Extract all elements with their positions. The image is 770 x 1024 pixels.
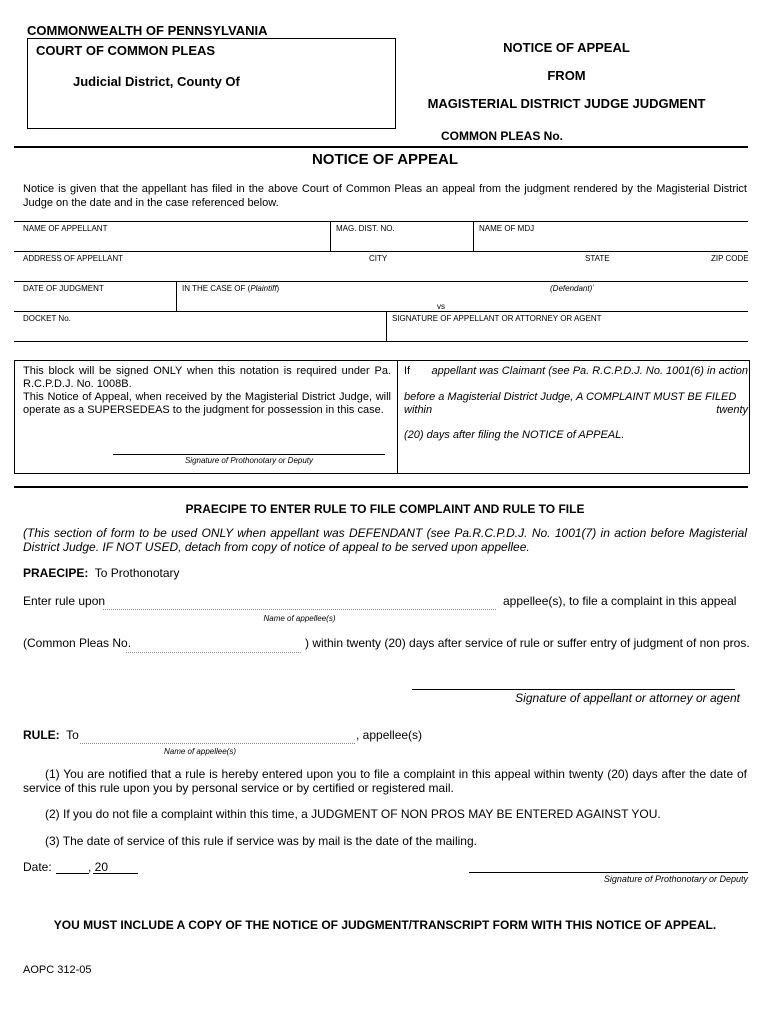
praecipe-note: (This section of form to be used ONLY when appellant was DEFENDANT (see Pa.R.C.P.D.J. No. 1001(7) in action before Magisterial District Judge. IF NOT USED, detach from copy of notice of appeal to be served upon appellee. [23, 526, 747, 554]
rule-appellees-text: , appellee(s) [356, 728, 423, 742]
appellee-name-caption: Name of appellee(s) [263, 614, 336, 623]
vs-label: vs [437, 302, 445, 311]
city-label: CITY [369, 254, 388, 263]
mag-dist-no-field[interactable] [331, 222, 472, 251]
praecipe-to-prothonotary: To Prothonotary [94, 566, 180, 580]
footer-warning: YOU MUST INCLUDE A COPY OF THE NOTICE OF JUDGMENT/TRANSCRIPT FORM WITH THIS NOTICE OF APPEAL. [53, 918, 717, 932]
zip-code-label: ZIP CODE [711, 254, 749, 263]
within-twenty-text: ) within twenty (20) days after service of rule or suffer entry of judgment of non pros. [305, 636, 750, 650]
main-title: NOTICE OF APPEAL [311, 151, 459, 168]
supersedeas-block [14, 360, 750, 474]
cp-no-label: (Common Pleas No. [23, 636, 132, 650]
docket-no-label: DOCKET No. [23, 314, 71, 323]
defendant-label: (Defendant)` [550, 284, 595, 293]
common-pleas-no-label: COMMON PLEAS No. [441, 129, 563, 143]
prothonotary-signature-caption: Signature of Prothonotary or Deputy [603, 874, 748, 884]
notice-of-appeal-heading: NOTICE OF APPEAL [503, 40, 630, 55]
signature-appellant-label: SIGNATURE OF APPELLANT OR ATTORNEY OR AGENT [392, 314, 602, 323]
plaintiff-text: Plaintiff [250, 284, 277, 293]
praecipe-line [23, 566, 180, 580]
mdj-judgment-heading: MAGISTERIAL DISTRICT JUDGE JUDGMENT [427, 96, 706, 111]
judicial-district: Judicial District, County Of [73, 74, 240, 89]
rule-item-3: (3) The date of service of this rule if service was by mail is the date of the mailing. [45, 834, 477, 848]
name-of-mdj-field[interactable] [474, 222, 748, 251]
state-label: STATE [585, 254, 610, 263]
intro-text: Notice is given that the appellant has filed in the above Court of Common Pleas an appeal from the judgment rendered by the Magisterial District Judge on the date and in the case referenced below. [23, 183, 747, 209]
address-field[interactable] [14, 252, 748, 281]
prothonotary-signature-line-2[interactable] [469, 872, 748, 873]
mag-dist-no-label: MAG. DIST. NO. [336, 224, 395, 233]
court-name: COURT OF COMMON PLEAS [36, 43, 216, 58]
block-right-twenty: twenty [716, 404, 748, 416]
praecipe-label: PRAECIPE: [23, 566, 89, 580]
block-left-sig-caption: Signature of Prothonotary or Deputy [184, 456, 314, 465]
rule-item-2: (2) If you do not file a complaint within this time, a JUDGMENT OF NON PROS MAY BE ENTERED AGAINST YOU. [45, 807, 661, 821]
enter-rule-label: Enter rule upon [23, 594, 106, 608]
appellant-signature-line[interactable] [412, 689, 735, 690]
name-of-appellant-field[interactable] [14, 222, 329, 251]
form-number: AOPC 312-05 [23, 964, 92, 976]
date-of-judgment-label: DATE OF JUDGMENT [23, 284, 104, 293]
court-box [27, 38, 396, 129]
appellee-name-input[interactable] [103, 609, 496, 610]
address-label: ADDRESS OF APPELLANT [23, 254, 124, 263]
signature-appellant-field[interactable] [387, 312, 748, 341]
date-day-input[interactable] [56, 873, 89, 874]
commonwealth-heading: COMMONWEALTH OF PENNSYLVANIA [27, 23, 268, 38]
date-year-prefix: , 20 [88, 860, 109, 874]
block-left-text1: This block will be signed ONLY when this notation is required under Pa. R.C.P.D.J. No. 1008B. [23, 365, 391, 390]
block-right-line1 [404, 365, 748, 377]
close-paren: ) [276, 284, 280, 293]
rule-label: RULE: [23, 728, 60, 742]
block-right-if: If [404, 365, 411, 377]
docket-no-field[interactable] [14, 312, 385, 341]
from-heading: FROM [547, 68, 586, 83]
block-right-line4: (20) days after filing the NOTICE of APPEAL. [404, 429, 625, 441]
rule-line [23, 728, 79, 742]
rule-item-1: (1) You are notified that a rule is hereby entered upon you to file a complaint in this appeal within twenty (20) days after the date of service of this rule upon you by personal service or by certified or registered mail. [23, 767, 747, 795]
block-right-line3 [404, 404, 748, 416]
date-of-judgment-field[interactable] [14, 282, 175, 311]
rule-name-caption: Name of appellee(s) [163, 747, 237, 756]
block-right-within: within [404, 404, 433, 416]
date-year-input[interactable] [93, 873, 138, 874]
rule-to: To [66, 728, 79, 742]
cp-no-input[interactable] [126, 652, 301, 653]
date-label: Date: [23, 860, 52, 874]
header-divider [14, 146, 748, 148]
praecipe-divider [14, 486, 748, 488]
in-the-case-of-text: IN THE CASE OF ( [182, 284, 251, 293]
name-of-appellant-label: NAME OF APPELLANT [23, 224, 108, 233]
prothonotary-signature-line[interactable] [113, 454, 385, 455]
case-parties-field[interactable] [177, 282, 748, 311]
rule-appellee-input[interactable] [80, 743, 355, 744]
block-right-line2: before a Magisterial District Judge, A COMPLAINT MUST BE FILED [404, 391, 737, 403]
praecipe-title: PRAECIPE TO ENTER RULE TO FILE COMPLAINT AND RULE TO FILE [185, 502, 585, 516]
appellees-file-text: appellee(s), to file a complaint in this appeal [503, 594, 737, 608]
name-of-mdj-label: NAME OF MDJ [479, 224, 535, 233]
appellant-signature-caption: Signature of appellant or attorney or agent [515, 691, 740, 705]
block-right-claimant: appellant was Claimant (see Pa. R.C.P.D.J. No. 1001(6) in action [431, 365, 748, 377]
block-left-text2: This Notice of Appeal, when received by the Magisterial District Judge, will operate as a SUPERSEDEAS to the judgment for possession in this case. [23, 391, 391, 416]
